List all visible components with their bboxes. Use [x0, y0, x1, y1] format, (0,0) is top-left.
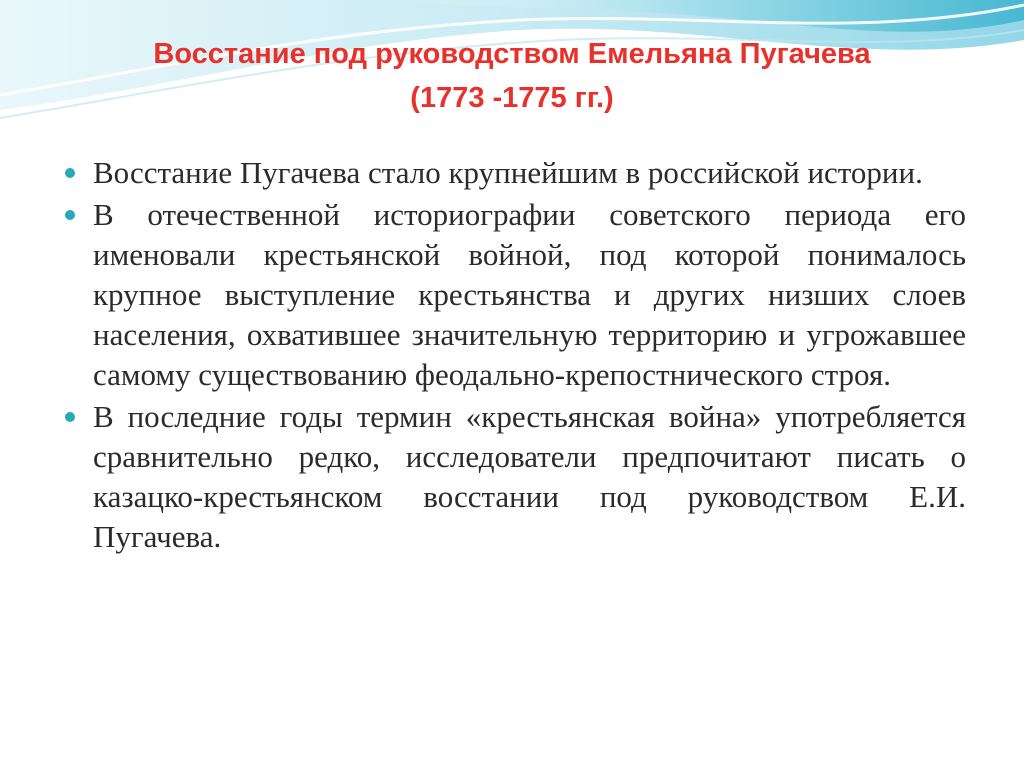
bullet-text-2: В отечественной историографии советского периода его именовали крестьянской войной, под которой понималось крупное выступление крестьянства и других низших слоев населения, охватившее значительную территорию и угрожавшее самому существованию феодально-крепостнического строя.	[93, 197, 966, 392]
bullet-list	[62, 153, 966, 559]
bullet-marker-icon	[65, 210, 75, 220]
slide-title	[0, 32, 1024, 120]
slide-title-line-1: Восстание под руководством Емельяна Пугачева	[153, 38, 871, 70]
bullet-marker-icon	[65, 412, 75, 422]
bullet-marker-icon	[65, 168, 75, 178]
slide-title-line-2: (1773 -1775 гг.)	[410, 82, 614, 114]
bullet-text-3: В последние годы термин «крестьянская война» употребляется сравнительно редко, исследователи предпочитают писать о казацко-крестьянском восстании под руководством Е.И. Пугачева.	[93, 399, 966, 554]
bullet-item-1	[62, 153, 966, 193]
bullet-text-1: Восстание Пугачева стало крупнейшим в российской истории.	[93, 155, 923, 190]
bullet-item-3	[62, 397, 966, 557]
bullet-item-2	[62, 195, 966, 395]
